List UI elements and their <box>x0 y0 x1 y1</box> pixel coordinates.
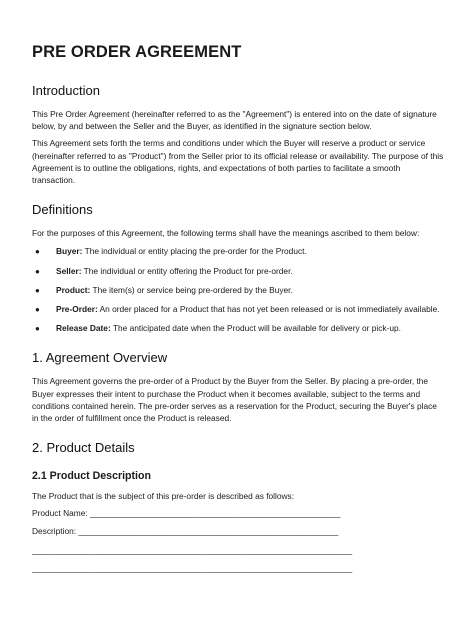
definition-item-buyer <box>32 245 444 257</box>
definition-item-seller <box>32 265 444 277</box>
definition-term: Product: <box>56 284 91 295</box>
definition-item-release-date <box>32 322 444 334</box>
definition-item-pre-order <box>32 303 444 315</box>
bullet-icon: ● <box>35 285 40 295</box>
definition-text: The anticipated date when the Product will be available for delivery or pick-up. <box>110 323 401 334</box>
product-details-heading: 2. Product Details <box>32 440 135 456</box>
definition-text: The item(s) or service being pre-ordered by the Buyer. <box>90 284 293 295</box>
bullet-icon: ● <box>35 324 40 334</box>
definition-text: An order placed for a Product that has not yet been released or is not immediately available. <box>97 304 440 315</box>
product-description-subheading: 2.1 Product Description <box>32 470 151 483</box>
definition-term: Pre-Order: <box>56 304 98 315</box>
definitions-intro: For the purposes of this Agreement, the following terms shall have the meanings ascribed to them below: <box>32 228 420 239</box>
agreement-overview-heading: 1. Agreement Overview <box>32 350 168 366</box>
definition-item-product <box>32 284 444 296</box>
definition-text: The individual or entity placing the pre-order for the Product. <box>82 246 307 257</box>
description-field[interactable]: Description: ________________________________________________________ <box>32 526 339 537</box>
definition-term: Release Date: <box>56 323 111 334</box>
bullet-icon: ● <box>35 266 40 276</box>
introduction-paragraph-2: This Agreement sets forth the terms and conditions under which the Buyer will reserve a product or service (hereinafter referred to as "Product") from the Seller prior to its official release or availability. The purpose of this Agreement is to outline the obligations, rights, and expectations of both parties to facilitate a smooth transaction. <box>32 138 444 186</box>
introduction-paragraph-1: This Pre Order Agreement (hereinafter referred to as the "Agreement") is entered into on the date of signature below, by and between the Seller and the Buyer, as identified in the signature section below. <box>32 109 437 132</box>
product-name-field[interactable]: Product Name: ______________________________________________________ <box>32 508 341 519</box>
document-title: PRE ORDER AGREEMENT <box>32 43 242 61</box>
introduction-heading: Introduction <box>32 83 100 98</box>
agreement-overview-paragraph: This Agreement governs the pre-order of a Product by the Buyer from the Seller. By placing a pre-order, the Buyer expresses their intent to purchase the Product when it becomes available, subject to the terms and conditions contained herein. The pre-order serves as a reservation for the Product, securing the Buyer's place in the order of fulfillment once the Product is released. <box>32 376 437 424</box>
blank-line[interactable]: _____________________________________________________________________ <box>32 545 353 556</box>
bullet-icon: ● <box>35 305 40 315</box>
definition-text: The individual or entity offering the Product for pre-order. <box>81 265 293 276</box>
definitions-heading: Definitions <box>32 202 93 218</box>
definition-term: Buyer: <box>56 246 83 257</box>
product-description-intro: The Product that is the subject of this pre-order is described as follows: <box>32 491 295 502</box>
blank-line[interactable]: _____________________________________________________________________ <box>32 563 353 574</box>
definition-term: Seller: <box>56 265 82 276</box>
bullet-icon: ● <box>35 247 40 257</box>
definitions-list <box>32 245 444 334</box>
